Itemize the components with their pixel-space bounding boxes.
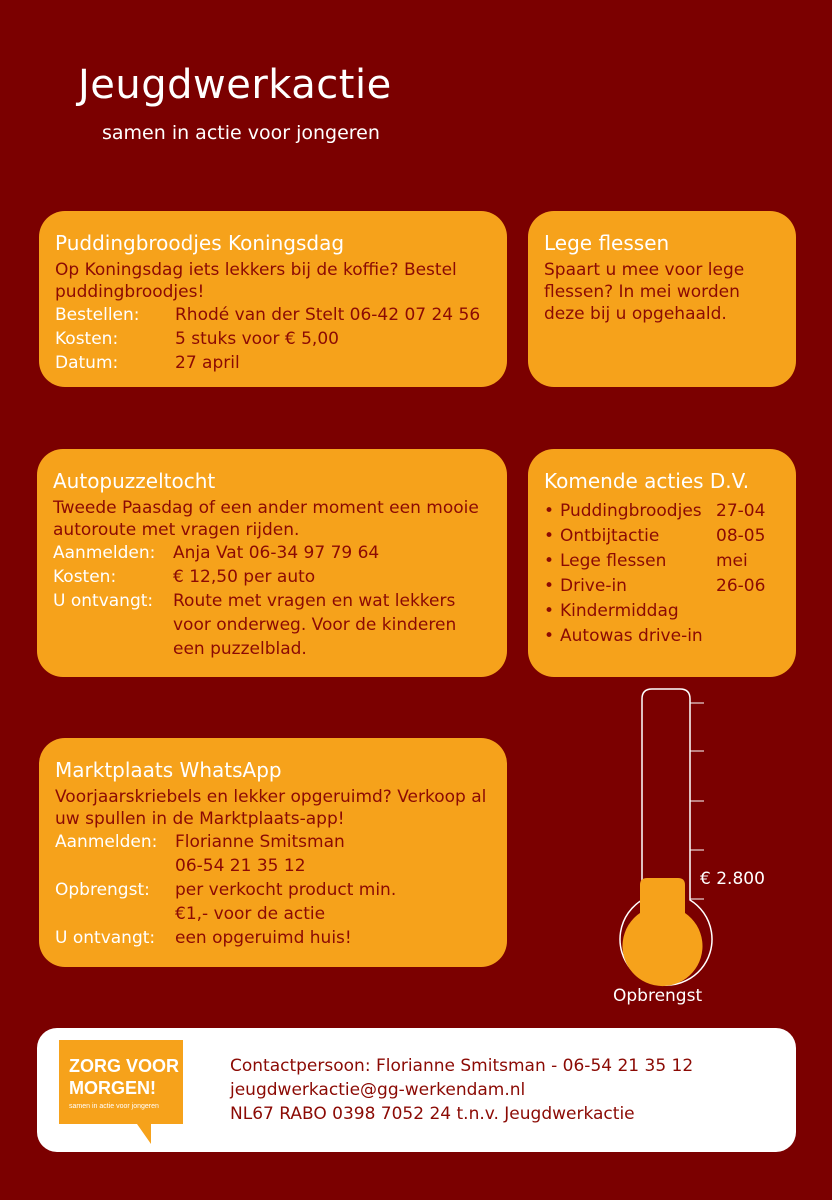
actie-name: Puddingbroodjes <box>560 501 702 521</box>
detail-line: per verkocht product min. <box>175 880 397 900</box>
actie-name: Drive-in <box>560 576 627 596</box>
actie-name: Ontbijtactie <box>560 526 660 546</box>
svg-text:samen in actie voor jongeren: samen in actie voor jongeren <box>69 1103 159 1110</box>
detail-label: Bestellen: <box>55 305 140 325</box>
card-puddingbroodjes <box>39 211 507 387</box>
card-title: Marktplaats WhatsApp <box>55 758 282 782</box>
bullet-icon: • <box>544 601 555 621</box>
detail-line: Florianne Smitsman <box>175 832 345 852</box>
svg-text:ZORG VOOR: ZORG VOOR <box>69 1056 180 1076</box>
bullet-icon: • <box>544 551 555 571</box>
detail-value <box>175 830 491 878</box>
detail-value <box>175 878 491 926</box>
contact-person: Contactpersoon: Florianne Smitsman - 06-54 21 35 12 <box>230 1056 694 1076</box>
detail-row <box>53 565 491 589</box>
detail-line: 06-54 21 35 12 <box>175 856 306 876</box>
list-item <box>544 574 780 599</box>
bullet-icon: • <box>544 501 555 521</box>
actie-name: Lege flessen <box>560 551 667 571</box>
detail-line: €1,- voor de actie <box>175 904 326 924</box>
detail-row <box>53 541 491 565</box>
bullet-icon: • <box>544 576 555 596</box>
card-autopuzzeltocht <box>37 449 507 677</box>
actie-date: 27-04 <box>716 501 766 521</box>
detail-value: € 12,50 per auto <box>173 567 316 587</box>
detail-row <box>55 351 491 375</box>
detail-row <box>55 926 491 950</box>
card-title: Komende acties D.V. <box>544 469 750 493</box>
detail-label: Opbrengst: <box>55 880 150 900</box>
detail-row <box>55 830 491 878</box>
card-text: Spaart u mee voor lege flessen? In mei worden deze bij u opgehaald. <box>544 260 745 324</box>
page-subtitle: samen in actie voor jongeren <box>102 122 380 144</box>
contact-email[interactable]: jeugdwerkactie@gg-werkendam.nl <box>230 1080 526 1100</box>
detail-value: 27 april <box>175 353 240 373</box>
list-item <box>544 524 780 549</box>
card-title: Autopuzzeltocht <box>53 469 216 493</box>
detail-value: 5 stuks voor € 5,00 <box>175 329 339 349</box>
card-intro: Tweede Paasdag of een ander moment een mooie autoroute met vragen rijden. <box>53 498 479 540</box>
list-item <box>544 499 780 524</box>
contact-footer <box>37 1028 796 1152</box>
card-title: Puddingbroodjes Koningsdag <box>55 231 345 255</box>
actie-name: Kindermiddag <box>560 601 679 621</box>
card-title: Lege flessen <box>544 231 670 255</box>
actie-date: 08-05 <box>716 526 766 546</box>
detail-label: Kosten: <box>53 567 117 587</box>
list-item <box>544 624 780 649</box>
actie-name: Autowas drive-in <box>560 626 703 646</box>
card-lege-flessen <box>528 211 796 387</box>
page-title: Jeugdwerkactie <box>78 62 392 108</box>
card-intro: Op Koningsdag iets lekkers bij de koffie? Bestel puddingbroodjes! <box>55 260 457 302</box>
card-intro: Voorjaarskriebels en lekker opgeruimd? Verkoop al uw spullen in de Marktplaats-app! <box>55 787 487 829</box>
list-item <box>544 599 780 624</box>
card-komende-acties <box>528 449 796 677</box>
detail-row <box>55 327 491 351</box>
thermometer-icon <box>600 685 780 1005</box>
detail-label: U ontvangt: <box>53 591 154 611</box>
detail-row <box>55 878 491 926</box>
detail-value: Route met vragen en wat lekkers voor onderweg. Voor de kinderen een puzzelblad. <box>173 591 457 659</box>
detail-label: U ontvangt: <box>55 928 156 948</box>
detail-line: een opgeruimd huis! <box>175 928 352 948</box>
detail-row <box>53 589 491 661</box>
bank-account: NL67 RABO 0398 7052 24 t.n.v. Jeugdwerkactie <box>230 1104 635 1124</box>
detail-value: Rhodé van der Stelt 06-42 07 24 56 <box>175 305 481 325</box>
detail-value: Anja Vat 06-34 97 79 64 <box>173 543 380 563</box>
actie-date: mei <box>716 551 748 571</box>
detail-label: Datum: <box>55 353 119 373</box>
thermometer-label: Opbrengst <box>613 986 703 1006</box>
bullet-icon: • <box>544 526 555 546</box>
svg-text:MORGEN!: MORGEN! <box>69 1078 156 1098</box>
detail-label: Aanmelden: <box>53 543 156 563</box>
detail-row <box>55 303 491 327</box>
detail-label: Kosten: <box>55 329 119 349</box>
list-item <box>544 549 780 574</box>
contact-block <box>230 1054 693 1126</box>
actie-date: 26-06 <box>716 576 766 596</box>
acties-list <box>544 499 780 649</box>
detail-label: Aanmelden: <box>55 832 158 852</box>
bullet-icon: • <box>544 626 555 646</box>
zorg-voor-morgen-logo <box>55 1036 187 1144</box>
detail-value <box>175 926 491 950</box>
card-marktplaats-whatsapp <box>39 738 507 967</box>
thermometer-amount: € 2.800 <box>700 869 765 889</box>
